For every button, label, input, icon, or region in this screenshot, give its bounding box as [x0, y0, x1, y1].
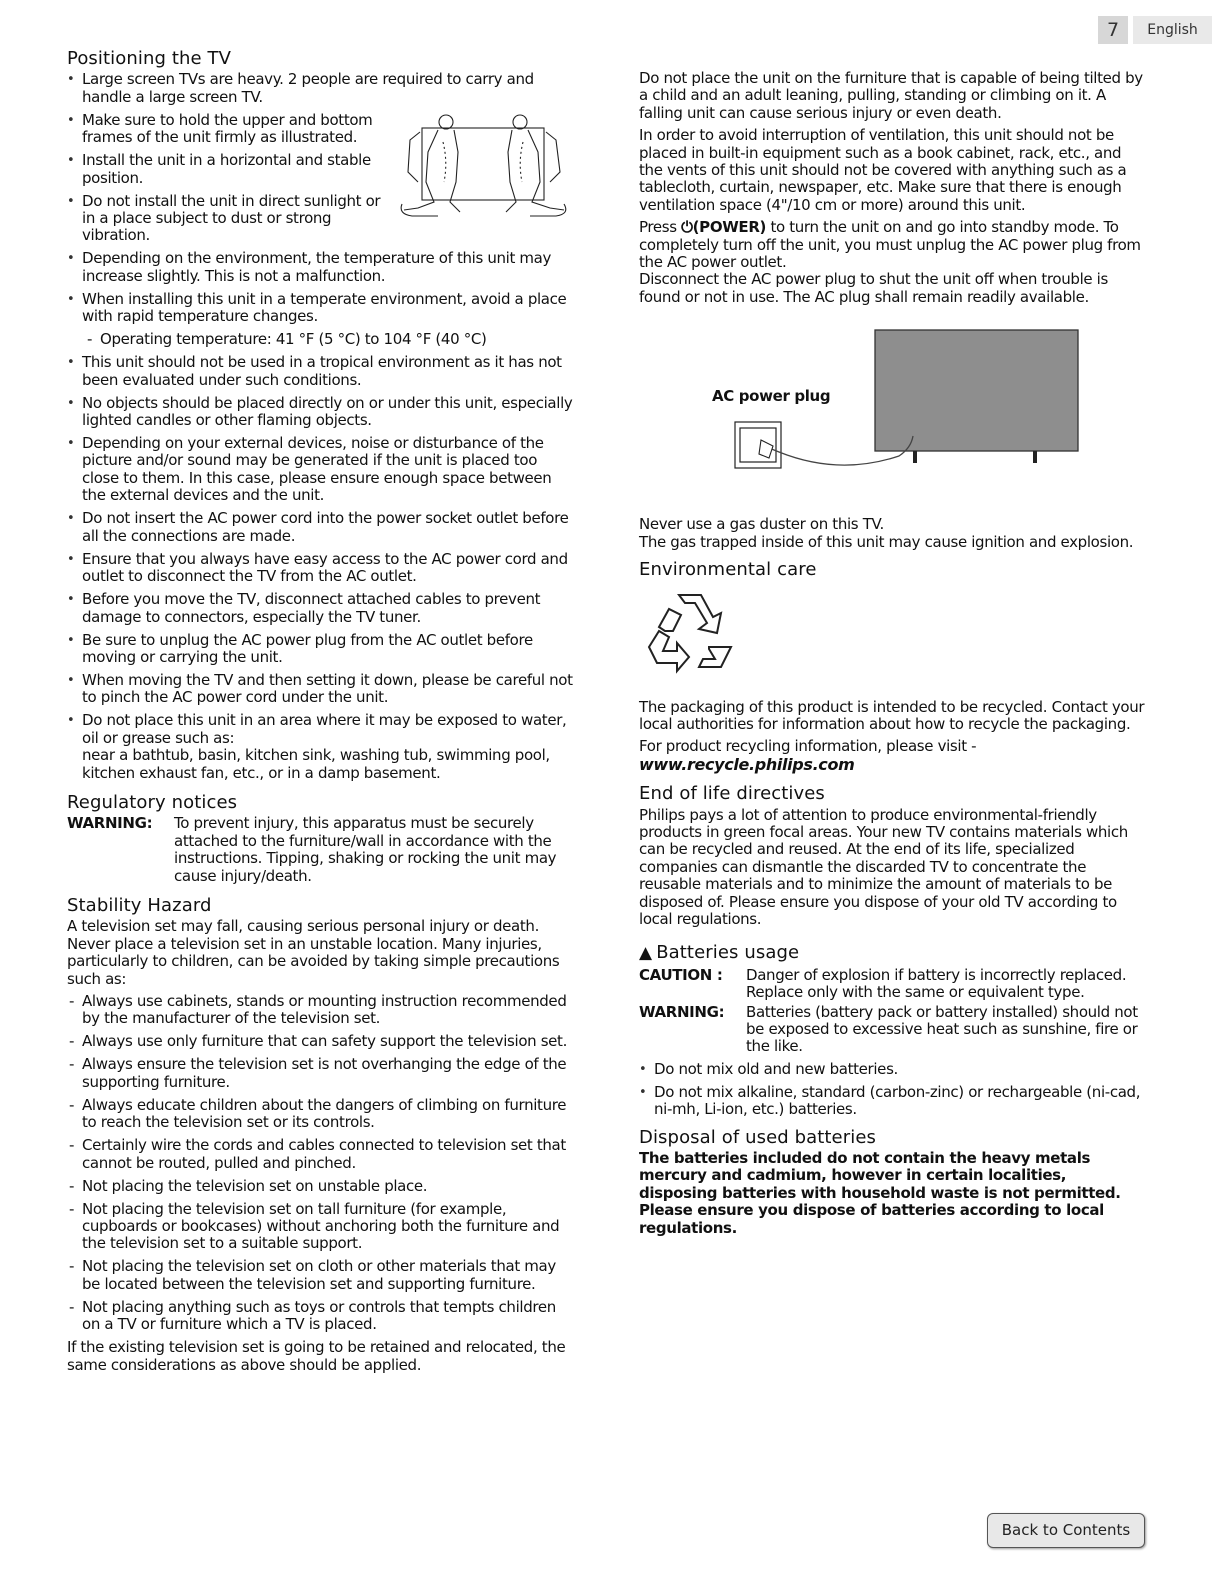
ac-plug-label: AC power plug [712, 387, 831, 406]
list-item: - Always ensure the television set is not overhanging the edge of the supporting furniture. [67, 1056, 575, 1091]
warning-triangle-icon: ▲ [639, 943, 653, 964]
list-item-text: Do not place this unit in an area where it may be exposed to water, oil or grease such as: [82, 711, 567, 747]
list-item: - Certainly wire the cords and cables connected to television set that cannot be routed, pulled and pinched. [67, 1137, 575, 1172]
stability-title: Stability Hazard [67, 894, 212, 916]
list-item: • When moving the TV and then setting it down, please be careful not to pinch the AC power cord under the unit. [67, 672, 575, 707]
list-item: - Not placing anything such as toys or controls that tempts children on a TV or furniture which a TV is placed. [67, 1299, 575, 1334]
power-rest: to turn the unit on and go into standby mode. To completely turn off the unit, you must unplug the AC power plug from the AC power outlet. [639, 218, 1141, 272]
battery-caution [639, 967, 1149, 1002]
warning-label: WARNING: [67, 814, 153, 833]
eol-section [639, 785, 1149, 928]
gas-warning-2: The gas trapped inside of this unit may cause ignition and explosion. [639, 532, 1134, 551]
recycle-icon [639, 587, 739, 687]
positioning-title: Positioning the TV [67, 48, 232, 69]
furniture-warning: Do not place the unit on the furniture that is capable of being tilted by a child and an adult leaning, pulling, standing or climbing on it. A falling unit can cause serious injury or even death. [639, 69, 1143, 122]
list-item: - Always use cabinets, stands or mounting instruction recommended by the manufacturer of the television set. [67, 993, 575, 1028]
list-item: • Do not install the unit in direct sunlight or in a place subject to dust or strong vibration. [67, 193, 575, 245]
caution-text: Danger of explosion if battery is incorrectly replaced. Replace only with the same or equivalent type. [746, 965, 1127, 1002]
positioning-list-continued [67, 354, 575, 782]
recycle-url[interactable]: www.recycle.philips.com [639, 754, 855, 774]
positioning-list [67, 71, 575, 325]
power-text [639, 219, 1149, 271]
list-item [67, 112, 575, 147]
list-item: • Before you move the TV, disconnect attached cables to prevent damage to connectors, especially the TV tuner. [67, 591, 575, 626]
stability-section [67, 894, 575, 1374]
ventilation-text: In order to avoid interruption of ventilation, this unit should not be placed in built-in equipment such as a book cabinet, rack, etc., and the vents of this unit should not be covered with anything such as a tablecloth, curtain, newspaper, etc. Make sure that there is enough ventilation space (4"/10 cm or more) around this unit. [639, 126, 1127, 214]
batteries-title-text: Batteries usage [656, 942, 800, 964]
environment-title: Environmental care [639, 559, 817, 581]
ac-plug-figure [639, 316, 1149, 502]
list-item [67, 712, 575, 782]
environment-text: The packaging of this product is intended to be recycled. Contact your local authorities for information about how to recycle the packaging. [639, 697, 1145, 733]
list-item: • Ensure that you always have easy access to the AC power cord and outlet to disconnect the TV from the AC outlet. [67, 551, 575, 586]
battery-warning [639, 1004, 1149, 1056]
list-item: - Always use only furniture that can safety support the television set. [67, 1033, 575, 1050]
back-to-contents-button[interactable]: Back to Contents [987, 1513, 1145, 1548]
list-item: • Depending on your external devices, noise or disturbance of the picture and/or sound may be generated if the unit is placed too close to them. In this case, please ensure enough space between the external devices and the unit. [67, 435, 575, 505]
list-item: • Be sure to unplug the AC power plug from the AC outlet before moving or carrying the unit. [67, 632, 575, 667]
warning-label: WARNING: [639, 1002, 725, 1021]
list-item: • When installing this unit in a temperate environment, avoid a place with rapid temperature changes. [67, 291, 575, 326]
page-number: 7 [1098, 16, 1128, 44]
regulatory-title: Regulatory notices [67, 791, 238, 813]
eol-title: End of life directives [639, 783, 825, 805]
list-item: - Not placing the television set on tall furniture (for example, cupboards or bookcases) without anchoring both the furniture and the television set to a suitable support. [67, 1201, 575, 1253]
disconnect-text: Disconnect the AC power plug to shut the unit off when trouble is found or not in use. The AC plug shall remain readily available. [639, 270, 1108, 306]
list-item: • This unit should not be used in a tropical environment as it has not been evaluated under such conditions. [67, 354, 575, 389]
recycling-info: For product recycling information, please visit - [639, 737, 977, 756]
caution-label: CAUTION : [639, 965, 723, 984]
list-item: - Always educate children about the dangers of climbing on furniture to reach the television set or its controls. [67, 1097, 575, 1132]
tv-plug-illustration [639, 316, 1149, 502]
list-item: • No objects should be placed directly on or under this unit, especially lighted candles or other flaming objects. [67, 395, 575, 430]
disposal-section [639, 1126, 1149, 1237]
stability-intro-1: A television set may fall, causing serious personal injury or death. [67, 917, 539, 936]
list-item: • Do not mix old and new batteries. [639, 1061, 1149, 1078]
stability-outro: If the existing television set is going to be retained and relocated, the same considerations as above should be applied. [67, 1338, 566, 1374]
warning-text: Batteries (battery pack or battery installed) should not be exposed to excessive heat such as sunshine, fire or the like. [746, 1002, 1138, 1056]
battery-list [639, 1061, 1149, 1119]
stability-intro-2: Never place a television set in an unstable location. Many injuries, particularly to children, can be avoided by taking simple precautions such as: [67, 934, 560, 988]
list-item: • Large screen TVs are heavy. 2 people are required to carry and handle a large screen TV. [67, 71, 575, 106]
regulatory-warning [67, 815, 575, 885]
environment-section [639, 561, 1149, 773]
language-tab: English [1133, 16, 1212, 44]
left-column [67, 50, 575, 1374]
list-item-text: near a bathtub, basin, kitchen sink, washing tub, swimming pool, kitchen exhaust fan, etc., or in a damp basement. [82, 746, 550, 782]
list-item: - Not placing the television set on unstable place. [67, 1178, 575, 1195]
power-icon: ⏻ [681, 218, 693, 237]
list-item: • Do not insert the AC power cord into the power socket outlet before all the connections are made. [67, 510, 575, 545]
batteries-title [639, 944, 1149, 962]
batteries-section [639, 944, 1149, 1118]
operating-temperature: - Operating temperature: 41 °F (5 °C) to 104 °F (40 °C) [67, 331, 575, 348]
gas-warning-1: Never use a gas duster on this TV. [639, 515, 884, 534]
eol-text: Philips pays a lot of attention to produce environmental-friendly products in green focal areas. Your new TV contains materials which can be recycled and reused. At the end of its life, specialized companies can dismantle the discarded TV to concentrate the reusable materials and to minimize the amount of materials to be disposed of. Please ensure you dispose of your old TV according to local regulations. [639, 805, 1128, 928]
stability-list [67, 993, 575, 1334]
power-press: Press [639, 218, 677, 237]
list-item: - Not placing the television set on cloth or other materials that may be located between the television set and supporting furniture. [67, 1258, 575, 1293]
regulatory-section [67, 791, 575, 885]
disposal-title: Disposal of used batteries [639, 1126, 876, 1148]
right-column [639, 70, 1149, 1237]
list-item-text: Make sure to hold the upper and bottom frames of the unit firmly as illustrated. [82, 110, 373, 147]
warning-text: To prevent injury, this apparatus must be securely attached to the furniture/wall in accordance with the instructions. Tipping, shaking or rocking the unit may cause injury/death. [174, 814, 557, 885]
list-item: • Do not mix alkaline, standard (carbon-zinc) or rechargeable (ni-cad, ni-mh, Li-ion, etc.) batteries. [639, 1084, 1149, 1119]
power-label: (POWER) [692, 218, 767, 237]
list-item: • Depending on the environment, the temperature of this unit may increase slightly. This is not a malfunction. [67, 250, 575, 285]
list-item: • Install the unit in a horizontal and stable position. [67, 152, 575, 187]
disposal-text: The batteries included do not contain the heavy metals mercury and cadmium, however in certain localities, disposing batteries with household waste is not permitted. Please ensure you dispose of batteries according to local regulations. [639, 1149, 1121, 1237]
